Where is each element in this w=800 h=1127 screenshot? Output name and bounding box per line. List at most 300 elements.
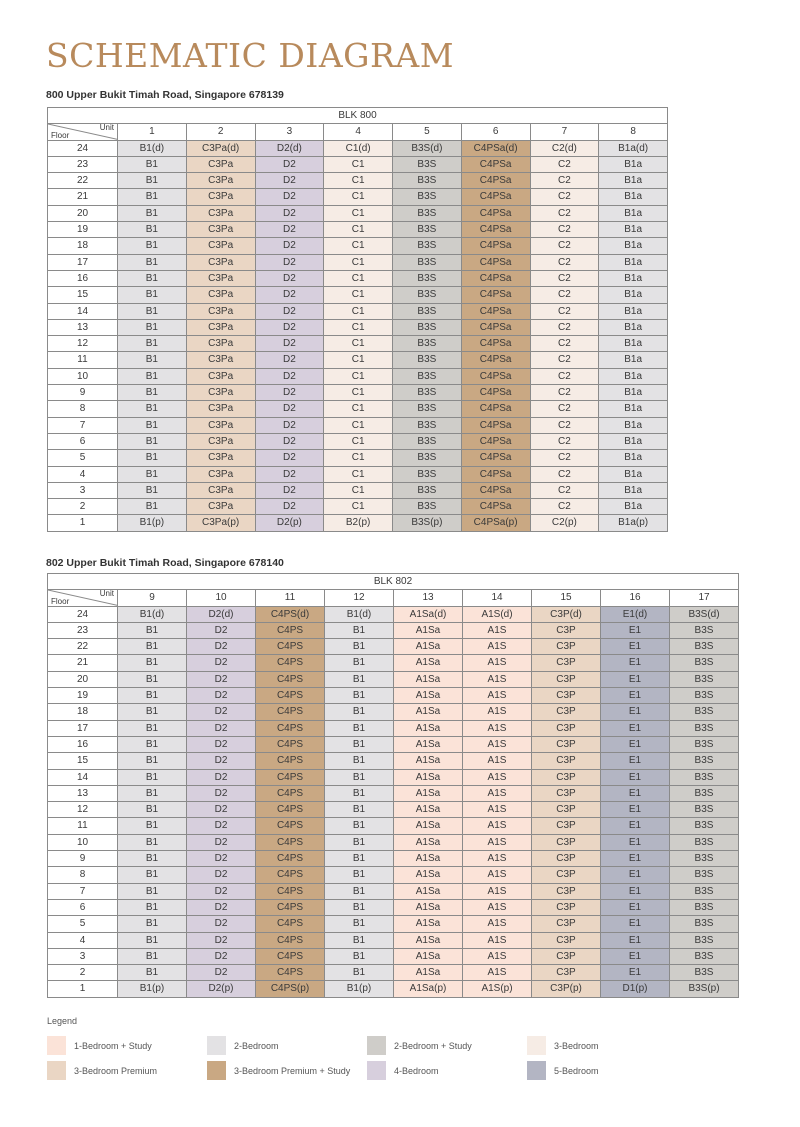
unit-type-cell: C4PS (256, 851, 325, 867)
floor-row (48, 450, 668, 466)
unit-type-cell: D2 (187, 639, 256, 655)
floor-row (48, 883, 739, 899)
unit-type-cell: D2 (187, 720, 256, 736)
unit-type-cell: C2 (530, 254, 599, 270)
unit-header-row (48, 124, 668, 140)
unit-type-cell: B3S (670, 736, 739, 752)
unit-type-cell: D2 (255, 385, 324, 401)
unit-type-cell: C3P (532, 639, 601, 655)
unit-type-cell: B3S (670, 622, 739, 638)
unit-type-cell: C2 (530, 303, 599, 319)
unit-type-cell: C4PS (256, 867, 325, 883)
unit-number-header: 8 (599, 124, 668, 140)
unit-type-cell: A1S (463, 802, 532, 818)
legend-label: 5-Bedroom (554, 1065, 599, 1076)
unit-number-header: 3 (255, 124, 324, 140)
unit-type-cell: C4PSa (461, 287, 530, 303)
unit-type-cell: B1 (325, 834, 394, 850)
unit-type-cell: B1 (325, 753, 394, 769)
unit-number-header: 15 (532, 590, 601, 606)
floor-row (48, 205, 668, 221)
floor-number: 23 (48, 156, 118, 172)
unit-type-cell: D2 (255, 238, 324, 254)
unit-type-cell: C2 (530, 173, 599, 189)
legend-item (207, 1061, 350, 1080)
floor-row (48, 785, 739, 801)
unit-type-cell: B3S (670, 948, 739, 964)
legend-item (367, 1036, 472, 1055)
unit-type-cell: C1 (324, 417, 393, 433)
unit-type-cell: D2 (187, 916, 256, 932)
unit-type-cell: B1 (325, 655, 394, 671)
unit-type-cell: C3Pa (186, 482, 255, 498)
unit-type-cell: A1Sa (394, 720, 463, 736)
unit-type-cell: A1Sa (394, 965, 463, 981)
unit-type-cell: C4PS (256, 639, 325, 655)
floor-row (48, 688, 739, 704)
unit-type-cell: A1Sa (394, 851, 463, 867)
unit-type-cell: C2 (530, 238, 599, 254)
unit-type-cell: A1Sa (394, 932, 463, 948)
unit-type-cell: C4PSa (461, 385, 530, 401)
unit-type-cell: B1 (118, 303, 187, 319)
unit-type-cell: E1 (601, 899, 670, 915)
unit-type-cell: C4PS (256, 899, 325, 915)
block-name-row (48, 108, 668, 124)
unit-type-cell: B3S (393, 238, 462, 254)
unit-type-cell: B1 (325, 932, 394, 948)
unit-type-cell: A1Sa (394, 622, 463, 638)
unit-type-cell: C4PS (256, 671, 325, 687)
block-name: BLK 802 (48, 574, 739, 590)
unit-type-cell: D2(d) (255, 140, 324, 156)
floor-row (48, 238, 668, 254)
unit-type-cell: B1 (118, 704, 187, 720)
unit-type-cell: D2 (255, 336, 324, 352)
floor-row (48, 704, 739, 720)
unit-type-cell: C3Pa (186, 287, 255, 303)
floor-row (48, 622, 739, 638)
unit-type-cell: B1a (599, 205, 668, 221)
unit-type-cell: C2(d) (530, 140, 599, 156)
unit-type-cell: C4PSa (461, 156, 530, 172)
floor-number: 7 (48, 417, 118, 433)
unit-type-cell: B1 (118, 156, 187, 172)
floor-number: 12 (48, 802, 118, 818)
floor-number: 24 (48, 140, 118, 156)
unit-type-cell: C1 (324, 401, 393, 417)
floor-row (48, 867, 739, 883)
unit-type-cell: A1Sa (394, 671, 463, 687)
unit-type-cell: C3P (532, 916, 601, 932)
unit-type-cell: C3P (532, 753, 601, 769)
unit-type-cell: C4PSa (461, 499, 530, 515)
unit-type-cell: C3Pa (186, 189, 255, 205)
floor-number: 21 (48, 655, 118, 671)
legend-swatch (367, 1061, 386, 1080)
unit-type-cell: B1(p) (118, 515, 187, 531)
unit-type-cell: C3P (532, 834, 601, 850)
unit-type-cell: E1 (601, 736, 670, 752)
unit-type-cell: B1 (118, 639, 187, 655)
floor-row (48, 932, 739, 948)
unit-type-cell: A1Sa (394, 639, 463, 655)
unit-type-cell: D2 (255, 466, 324, 482)
unit-type-cell: B1a (599, 319, 668, 335)
unit-type-cell: C2 (530, 319, 599, 335)
unit-type-cell: B1 (325, 948, 394, 964)
unit-type-cell: B3S (393, 205, 462, 221)
unit-type-cell: E1 (601, 867, 670, 883)
unit-type-cell: B1 (325, 883, 394, 899)
unit-header-row (48, 590, 739, 606)
floor-number: 13 (48, 785, 118, 801)
floor-row (48, 417, 668, 433)
unit-type-cell: E1 (601, 688, 670, 704)
floor-row (48, 433, 668, 449)
unit-type-cell: B1 (118, 802, 187, 818)
legend-swatch (47, 1061, 66, 1080)
floor-number: 13 (48, 319, 118, 335)
unit-type-cell: B1a (599, 401, 668, 417)
floor-row (48, 303, 668, 319)
unit-type-cell: B3S(p) (393, 515, 462, 531)
unit-type-cell: B3S (670, 671, 739, 687)
unit-type-cell: C3Pa (186, 450, 255, 466)
floor-number: 1 (48, 981, 118, 997)
unit-type-cell: B2(p) (324, 515, 393, 531)
unit-type-cell: D2 (255, 482, 324, 498)
unit-type-cell: B3S (670, 834, 739, 850)
unit-type-cell: C2 (530, 499, 599, 515)
unit-type-cell: C2 (530, 156, 599, 172)
unit-type-cell: C1 (324, 352, 393, 368)
floor-number: 21 (48, 189, 118, 205)
unit-type-cell: B1 (325, 802, 394, 818)
unit-type-cell: D2 (255, 287, 324, 303)
unit-type-cell: C4PSa (461, 254, 530, 270)
unit-type-cell: B1 (118, 417, 187, 433)
floor-row (48, 466, 668, 482)
unit-type-cell: B1 (118, 736, 187, 752)
unit-type-cell: B1a (599, 287, 668, 303)
unit-type-cell: C4PSa (461, 368, 530, 384)
unit-type-cell: D1(p) (601, 981, 670, 997)
unit-type-cell: C3P (532, 736, 601, 752)
unit-type-cell: C3P (532, 818, 601, 834)
unit-type-cell: B1 (118, 785, 187, 801)
unit-type-cell: C1 (324, 189, 393, 205)
unit-type-cell: D2 (255, 303, 324, 319)
legend-item (47, 1061, 157, 1080)
unit-type-cell: B3S (670, 753, 739, 769)
unit-number-header: 11 (256, 590, 325, 606)
unit-type-cell: B3S (393, 319, 462, 335)
unit-type-cell: B3S (393, 385, 462, 401)
unit-type-cell: C1 (324, 303, 393, 319)
floor-row (48, 655, 739, 671)
unit-type-cell: A1S (463, 639, 532, 655)
unit-type-cell: D2 (255, 450, 324, 466)
unit-type-cell: A1S (463, 932, 532, 948)
unit-type-cell: A1Sa (394, 655, 463, 671)
unit-type-cell: C4PSa (461, 401, 530, 417)
unit-type-cell: C1 (324, 270, 393, 286)
legend-swatch (207, 1061, 226, 1080)
unit-type-cell: C4PS (256, 802, 325, 818)
unit-number-header: 9 (118, 590, 187, 606)
unit-type-cell: C4PS (256, 720, 325, 736)
unit-type-cell: C3P (532, 671, 601, 687)
unit-type-cell: A1S (463, 818, 532, 834)
floor-row (48, 482, 668, 498)
legend-swatch (527, 1036, 546, 1055)
unit-type-cell: B1(d) (118, 606, 187, 622)
unit-type-cell: E1 (601, 834, 670, 850)
unit-type-cell: A1S (463, 899, 532, 915)
unit-type-cell: B1a (599, 173, 668, 189)
unit-type-cell: D2 (187, 834, 256, 850)
legend-item (367, 1061, 439, 1080)
unit-type-cell: A1S (463, 753, 532, 769)
floor-row (48, 736, 739, 752)
floor-label: Floor (51, 131, 70, 141)
unit-type-cell: C1 (324, 466, 393, 482)
unit-type-cell: C4PS (256, 818, 325, 834)
unit-type-cell: B1 (118, 965, 187, 981)
unit-type-cell: C3P (532, 802, 601, 818)
unit-type-cell: C4PS (256, 883, 325, 899)
unit-type-cell: D2 (255, 368, 324, 384)
unit-type-cell: B3S (393, 482, 462, 498)
unit-type-cell: B1a (599, 466, 668, 482)
unit-type-cell: D2(d) (187, 606, 256, 622)
unit-type-cell: E1 (601, 639, 670, 655)
unit-type-cell: C1 (324, 156, 393, 172)
unit-type-cell: C3Pa (186, 254, 255, 270)
unit-type-cell: D2 (255, 270, 324, 286)
unit-type-cell: C1 (324, 319, 393, 335)
unit-type-cell: C3Pa (186, 417, 255, 433)
unit-type-cell: A1S (463, 965, 532, 981)
unit-type-cell: B3S (670, 655, 739, 671)
unit-type-cell: E1 (601, 622, 670, 638)
unit-type-cell: A1Sa (394, 688, 463, 704)
unit-type-cell: B1 (325, 899, 394, 915)
unit-type-cell: C4PS (256, 916, 325, 932)
unit-type-cell: C4PSa (461, 433, 530, 449)
unit-type-cell: C4PS(p) (256, 981, 325, 997)
unit-type-cell: C1 (324, 450, 393, 466)
unit-type-cell: C1 (324, 385, 393, 401)
unit-type-cell: A1Sa (394, 785, 463, 801)
unit-type-cell: E1 (601, 851, 670, 867)
unit-type-cell: E1 (601, 671, 670, 687)
unit-type-cell: D2 (255, 352, 324, 368)
unit-type-cell: B1 (118, 834, 187, 850)
floor-row (48, 639, 739, 655)
floor-row (48, 254, 668, 270)
unit-type-cell: D2 (255, 173, 324, 189)
unit-type-cell: A1Sa (394, 834, 463, 850)
unit-type-cell: B1(p) (325, 981, 394, 997)
unit-type-cell: C4PS (256, 655, 325, 671)
unit-type-cell: A1S (463, 916, 532, 932)
floor-row (48, 270, 668, 286)
unit-type-cell: C1 (324, 222, 393, 238)
unit-number-header: 7 (530, 124, 599, 140)
floor-number: 8 (48, 401, 118, 417)
unit-type-cell: C4PS (256, 704, 325, 720)
unit-type-cell: C1 (324, 336, 393, 352)
unit-type-cell: B3S (670, 688, 739, 704)
unit-type-cell: C3Pa (186, 173, 255, 189)
unit-number-header: 4 (324, 124, 393, 140)
unit-type-cell: E1 (601, 916, 670, 932)
block-name-row (48, 574, 739, 590)
unit-type-cell: C3Pa (186, 433, 255, 449)
unit-type-cell: B3S (393, 189, 462, 205)
unit-number-header: 17 (670, 590, 739, 606)
unit-type-cell: D2 (187, 883, 256, 899)
unit-type-cell: B1 (118, 222, 187, 238)
floor-row (48, 948, 739, 964)
floor-row (48, 916, 739, 932)
unit-type-cell: A1S (463, 785, 532, 801)
floor-row (48, 965, 739, 981)
unit-type-cell: B1a (599, 303, 668, 319)
unit-type-cell: C3Pa (186, 303, 255, 319)
unit-type-cell: C2 (530, 417, 599, 433)
unit-type-cell: B3S (393, 222, 462, 238)
unit-type-cell: D2 (187, 948, 256, 964)
floor-row (48, 368, 668, 384)
unit-type-cell: D2 (255, 433, 324, 449)
floor-row (48, 499, 668, 515)
unit-type-cell: A1Sa (394, 867, 463, 883)
unit-type-cell: A1S (463, 720, 532, 736)
legend-label: 4-Bedroom (394, 1065, 439, 1076)
unit-type-cell: C2 (530, 401, 599, 417)
unit-type-cell: C3Pa (186, 466, 255, 482)
legend-title: Legend (47, 1016, 78, 1026)
unit-type-cell: B1a(d) (599, 140, 668, 156)
floor-number: 5 (48, 916, 118, 932)
floor-row (48, 336, 668, 352)
unit-type-cell: B1a (599, 417, 668, 433)
floor-row (48, 189, 668, 205)
floor-number: 6 (48, 433, 118, 449)
unit-type-cell: D2(p) (187, 981, 256, 997)
floor-unit-corner (48, 590, 118, 606)
unit-type-cell: C3Pa (186, 319, 255, 335)
unit-type-cell: C4PSa (461, 205, 530, 221)
unit-label: Unit (99, 123, 114, 133)
unit-type-cell: D2 (255, 417, 324, 433)
unit-type-cell: D2 (187, 688, 256, 704)
unit-type-cell: B1 (118, 238, 187, 254)
unit-type-cell: B1 (118, 720, 187, 736)
unit-type-cell: D2 (187, 622, 256, 638)
unit-type-cell: C4PS (256, 965, 325, 981)
unit-type-cell: D2 (255, 222, 324, 238)
unit-type-cell: A1S (463, 834, 532, 850)
legend-label: 3-Bedroom Premium (74, 1065, 158, 1076)
unit-type-cell: E1 (601, 948, 670, 964)
floor-number: 20 (48, 671, 118, 687)
unit-type-cell: C4PS (256, 932, 325, 948)
unit-type-cell: B1 (325, 965, 394, 981)
unit-type-cell: B3S (393, 417, 462, 433)
unit-type-cell: C3Pa(p) (186, 515, 255, 531)
floor-row (48, 981, 739, 997)
floor-row (48, 606, 739, 622)
unit-type-cell: A1S (463, 704, 532, 720)
unit-type-cell: C2 (530, 352, 599, 368)
unit-type-cell: D2 (187, 867, 256, 883)
floor-row (48, 401, 668, 417)
unit-type-cell: B1a(p) (599, 515, 668, 531)
unit-type-cell: C3P (532, 785, 601, 801)
unit-type-cell: A1S(p) (463, 981, 532, 997)
unit-type-cell: C4PS (256, 688, 325, 704)
unit-type-cell: C1 (324, 173, 393, 189)
unit-type-cell: C2 (530, 205, 599, 221)
unit-type-cell: B3S (670, 883, 739, 899)
unit-type-cell: C4PSa(d) (461, 140, 530, 156)
floor-label: Floor (51, 597, 70, 607)
unit-type-cell: C3Pa (186, 352, 255, 368)
unit-number-header: 5 (393, 124, 462, 140)
unit-type-cell: B3S(p) (670, 981, 739, 997)
unit-type-cell: B1a (599, 189, 668, 205)
unit-type-cell: C4PSa (461, 319, 530, 335)
unit-type-cell: B1a (599, 254, 668, 270)
unit-type-cell: B1 (325, 704, 394, 720)
unit-number-header: 13 (394, 590, 463, 606)
unit-type-cell: C3P (532, 899, 601, 915)
legend-swatch (527, 1061, 546, 1080)
legend-item (527, 1061, 599, 1080)
unit-type-cell: B1 (118, 818, 187, 834)
legend-label: 2-Bedroom (234, 1040, 279, 1051)
unit-type-cell: B1 (118, 622, 187, 638)
floor-number: 19 (48, 688, 118, 704)
unit-type-cell: C3Pa (186, 156, 255, 172)
unit-type-cell: E1(d) (601, 606, 670, 622)
unit-type-cell: B1 (118, 671, 187, 687)
floor-number: 17 (48, 720, 118, 736)
floor-number: 4 (48, 466, 118, 482)
unit-type-cell: A1Sa (394, 948, 463, 964)
unit-type-cell: A1S (463, 948, 532, 964)
legend-label: 1-Bedroom + Study (74, 1040, 152, 1051)
floor-row (48, 222, 668, 238)
unit-type-cell: B3S (393, 287, 462, 303)
unit-type-cell: C4PS (256, 948, 325, 964)
unit-type-cell: A1S(d) (463, 606, 532, 622)
unit-type-cell: B3S (670, 639, 739, 655)
unit-type-cell: C3P (532, 704, 601, 720)
unit-type-cell: A1Sa (394, 736, 463, 752)
unit-type-cell: C2 (530, 189, 599, 205)
unit-type-cell: C3P(p) (532, 981, 601, 997)
unit-type-cell: B1a (599, 238, 668, 254)
unit-type-cell: A1S (463, 867, 532, 883)
unit-number-header: 14 (463, 590, 532, 606)
unit-type-cell: B1a (599, 336, 668, 352)
unit-type-cell: C3P (532, 867, 601, 883)
